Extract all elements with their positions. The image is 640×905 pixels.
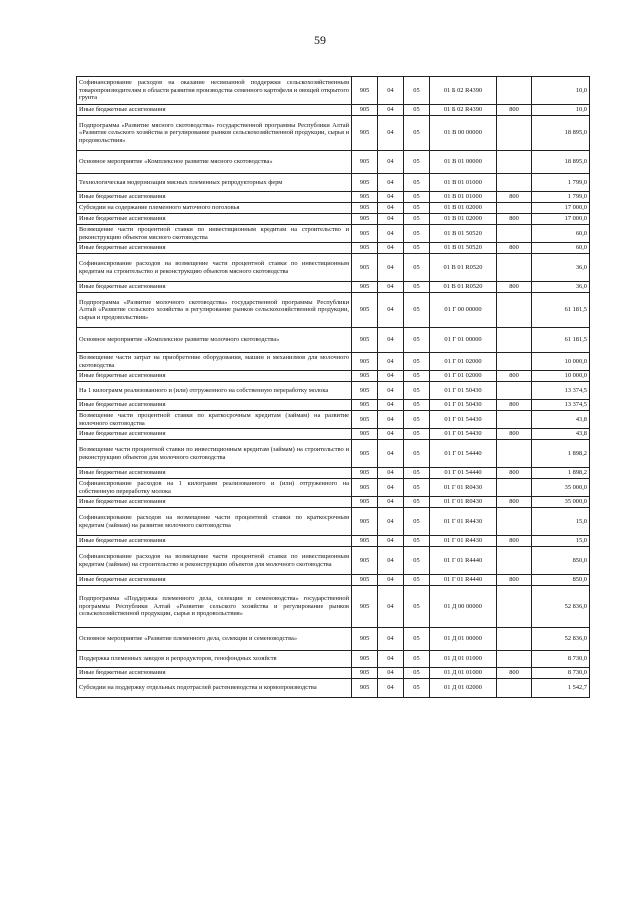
row-section: 04 [378,282,404,293]
table-row [77,293,590,328]
row-name: Иные бюджетные ассигнования [77,214,352,225]
table-row [77,497,590,508]
row-code: 905 [352,243,378,254]
row-name: Подпрограмма «Развитие молочного скотоводства» государственной программы Республики Алтай «Развитие сельского хозяйства и регулирование рынков сельскохозяйственной продукции, сырья и продовольствия» [77,293,352,328]
row-name: Иные бюджетные ассигнования [77,429,352,440]
row-code: 905 [352,536,378,547]
table-row [77,411,590,429]
row-code: 905 [352,628,378,651]
row-target-item: 01 Б 02 R4390 [430,77,497,105]
row-amount: 10,0 [532,77,590,105]
row-name: Иные бюджетные ассигнования [77,400,352,411]
row-name: Иные бюджетные ассигнования [77,243,352,254]
row-subsection: 05 [404,440,430,468]
row-expense-type: 800 [497,105,532,116]
row-subsection: 05 [404,479,430,497]
row-code: 905 [352,105,378,116]
row-code: 905 [352,282,378,293]
row-expense-type [497,411,532,429]
row-section: 04 [378,586,404,628]
row-subsection: 05 [404,508,430,536]
row-subsection: 05 [404,353,430,371]
row-section: 04 [378,547,404,575]
row-subsection: 05 [404,497,430,508]
row-expense-type [497,628,532,651]
row-code: 905 [352,203,378,214]
row-code: 905 [352,174,378,192]
row-code: 905 [352,400,378,411]
row-target-item: 01 Г 01 02000 [430,353,497,371]
row-amount: 61 181,5 [532,293,590,328]
row-target-item: 01 Г 01 R0430 [430,497,497,508]
row-subsection: 05 [404,203,430,214]
row-expense-type [497,586,532,628]
row-amount: 36,0 [532,254,590,282]
table-row [77,116,590,151]
row-amount: 36,0 [532,282,590,293]
row-target-item: 01 В 01 R0520 [430,254,497,282]
row-code: 905 [352,468,378,479]
table-row [77,243,590,254]
row-section: 04 [378,468,404,479]
row-amount: 850,0 [532,547,590,575]
row-code: 905 [352,254,378,282]
row-subsection: 05 [404,105,430,116]
row-amount: 61 181,5 [532,328,590,353]
row-subsection: 05 [404,382,430,400]
table-row [77,628,590,651]
row-subsection: 05 [404,411,430,429]
table-row [77,382,590,400]
row-code: 905 [352,679,378,698]
row-target-item: 01 В 01 00000 [430,151,497,174]
row-subsection: 05 [404,293,430,328]
table-row [77,440,590,468]
row-name: Софинансирование расходов на возмещение части процентной ставки по инвестиционным кредитам (займам) на строительство и реконструкцию объектов для молочного скотоводства [77,547,352,575]
row-subsection: 05 [404,116,430,151]
row-subsection: 05 [404,225,430,243]
row-name: Софинансирование расходов на оказание несвязанной поддержки сельскохозяйственным товаропроизводителям в области развития производства семенного картофеля и овощей открытого грунта [77,77,352,105]
row-amount: 60,0 [532,243,590,254]
row-name: Иные бюджетные ассигнования [77,668,352,679]
row-amount: 10,0 [532,105,590,116]
row-expense-type [497,151,532,174]
row-expense-type [497,116,532,151]
row-amount: 52 836,0 [532,628,590,651]
row-target-item: 01 Г 01 02000 [430,371,497,382]
row-code: 905 [352,225,378,243]
row-code: 905 [352,77,378,105]
row-code: 905 [352,547,378,575]
row-subsection: 05 [404,536,430,547]
row-name: Софинансирование расходов на возмещение части процентной ставки по краткосрочным кредитам (займам) на развитие молочного скотоводства [77,508,352,536]
row-subsection: 05 [404,651,430,668]
row-section: 04 [378,192,404,203]
row-name: Основное мероприятие «Развитие племенного дела, селекции и семеноводства» [77,628,352,651]
row-section: 04 [378,371,404,382]
row-section: 04 [378,116,404,151]
row-target-item: 01 Г 00 00000 [430,293,497,328]
row-amount: 43,8 [532,429,590,440]
row-target-item: 01 Г 01 54440 [430,468,497,479]
row-expense-type: 800 [497,282,532,293]
row-subsection: 05 [404,174,430,192]
row-target-item: 01 Д 00 00000 [430,586,497,628]
row-name: Иные бюджетные ассигнования [77,536,352,547]
row-subsection: 05 [404,77,430,105]
row-expense-type [497,440,532,468]
row-subsection: 05 [404,468,430,479]
row-code: 905 [352,508,378,536]
row-expense-type [497,547,532,575]
row-section: 04 [378,254,404,282]
table-row [77,429,590,440]
row-expense-type [497,508,532,536]
row-section: 04 [378,243,404,254]
table-row [77,371,590,382]
row-subsection: 05 [404,586,430,628]
row-expense-type: 800 [497,668,532,679]
row-amount: 1 799,0 [532,192,590,203]
row-amount: 15,0 [532,536,590,547]
row-name: Иные бюджетные ассигнования [77,282,352,293]
row-section: 04 [378,214,404,225]
row-section: 04 [378,508,404,536]
row-target-item: 01 Г 01 54430 [430,411,497,429]
row-section: 04 [378,400,404,411]
row-subsection: 05 [404,628,430,651]
row-section: 04 [378,353,404,371]
row-target-item: 01 Г 01 00000 [430,328,497,353]
row-code: 905 [352,293,378,328]
row-expense-type [497,174,532,192]
row-target-item: 01 Д 01 01000 [430,668,497,679]
row-target-item: 01 В 01 01000 [430,192,497,203]
row-name: Подпрограмма «Развитие мясного скотоводства» государственной программы Республики Алтай «Развитие сельского хозяйства и регулирование рынков сельскохозяйственной продукции, сырья и продовольствия» [77,116,352,151]
table-row [77,225,590,243]
row-code: 905 [352,214,378,225]
row-section: 04 [378,651,404,668]
row-amount: 8 730,0 [532,651,590,668]
row-amount: 1 542,7 [532,679,590,698]
row-section: 04 [378,575,404,586]
row-expense-type [497,382,532,400]
row-target-item: 01 Г 01 50430 [430,400,497,411]
row-expense-type: 800 [497,192,532,203]
row-expense-type [497,254,532,282]
row-amount: 17 000,0 [532,214,590,225]
table-row [77,151,590,174]
row-name: Возмещение части процентной ставки по инвестиционным кредитам на строительство и реконструкцию объектов мясного скотоводства [77,225,352,243]
row-expense-type [497,293,532,328]
row-target-item: 01 Г 01 R4440 [430,547,497,575]
page-number: 59 [314,33,326,47]
row-name: Основное мероприятие «Комплексное развитие мясного скотоводства» [77,151,352,174]
row-target-item: 01 Г 01 R4440 [430,575,497,586]
table-row [77,508,590,536]
row-amount: 10 000,0 [532,371,590,382]
row-expense-type [497,651,532,668]
row-code: 905 [352,371,378,382]
table-row [77,547,590,575]
row-name: Субсидии на содержание племенного маточного поголовья [77,203,352,214]
row-subsection: 05 [404,214,430,225]
row-target-item: 01 В 01 50520 [430,225,497,243]
row-section: 04 [378,328,404,353]
row-expense-type [497,679,532,698]
row-amount: 850,0 [532,575,590,586]
row-amount: 1 898,2 [532,468,590,479]
row-section: 04 [378,679,404,698]
row-expense-type: 800 [497,400,532,411]
row-section: 04 [378,536,404,547]
row-name: Иные бюджетные ассигнования [77,192,352,203]
row-expense-type [497,328,532,353]
row-target-item: 01 В 01 50520 [430,243,497,254]
row-subsection: 05 [404,243,430,254]
row-amount: 60,0 [532,225,590,243]
row-expense-type: 800 [497,575,532,586]
row-code: 905 [352,116,378,151]
row-code: 905 [352,440,378,468]
table-row [77,77,590,105]
table-row [77,536,590,547]
row-name: Софинансирование расходов на возмещение части процентной ставки по инвестиционным кредитам на строительство и реконструкцию объектов мясного скотоводства [77,254,352,282]
row-expense-type: 800 [497,371,532,382]
table-row [77,174,590,192]
row-expense-type [497,353,532,371]
table-body [77,77,590,698]
table-row [77,668,590,679]
row-section: 04 [378,411,404,429]
row-code: 905 [352,328,378,353]
row-code: 905 [352,192,378,203]
row-section: 04 [378,382,404,400]
row-name: Иные бюджетные ассигнования [77,575,352,586]
row-name: Возмещение части процентной ставки по инвестиционным кредитам (займам) на строительство и реконструкцию объектов для молочного скотоводства [77,440,352,468]
row-section: 04 [378,628,404,651]
table-row [77,651,590,668]
table-row [77,214,590,225]
row-subsection: 05 [404,328,430,353]
row-name: Субсидии на поддержку отдельных подотраслей растениеводства и кормопроизводства [77,679,352,698]
row-name: Подпрограмма «Поддержка племенного дела, селекции и семеноводства» государственной программы Республики Алтай «Развитие сельского хозяйства и регулирование рынков сельскохозяйственной продукции, сырья и продовольствия» [77,586,352,628]
row-code: 905 [352,429,378,440]
row-name: Возмещение части процентной ставки по краткосрочным кредитам (займам) на развитие молочного скотоводства [77,411,352,429]
row-code: 905 [352,668,378,679]
table-row [77,254,590,282]
row-section: 04 [378,293,404,328]
row-target-item: 01 Д 01 00000 [430,628,497,651]
budget-table [76,76,590,698]
row-target-item: 01 В 01 R0520 [430,282,497,293]
row-expense-type: 800 [497,429,532,440]
row-target-item: 01 В 01 01000 [430,174,497,192]
row-name: Иные бюджетные ассигнования [77,105,352,116]
row-subsection: 05 [404,547,430,575]
row-name: Технологическая модернизация мясных племенных репродукторных ферм [77,174,352,192]
row-section: 04 [378,77,404,105]
row-section: 04 [378,429,404,440]
row-subsection: 05 [404,679,430,698]
row-section: 04 [378,497,404,508]
row-amount: 35 000,0 [532,497,590,508]
table-row [77,575,590,586]
row-amount: 43,8 [532,411,590,429]
row-target-item: 01 Д 01 01000 [430,651,497,668]
row-expense-type [497,203,532,214]
row-section: 04 [378,203,404,214]
row-name: Иные бюджетные ассигнования [77,497,352,508]
table-row [77,353,590,371]
row-target-item: 01 Г 01 54430 [430,429,497,440]
row-expense-type: 800 [497,536,532,547]
row-expense-type [497,479,532,497]
row-target-item: 01 Г 01 R4430 [430,508,497,536]
row-section: 04 [378,225,404,243]
row-target-item: 01 Г 01 R4430 [430,536,497,547]
row-amount: 15,0 [532,508,590,536]
row-subsection: 05 [404,668,430,679]
row-amount: 18 895,0 [532,116,590,151]
row-target-item: 01 В 01 02000 [430,203,497,214]
row-amount: 13 374,5 [532,382,590,400]
table-row [77,679,590,698]
row-amount: 35 000,0 [532,479,590,497]
row-section: 04 [378,151,404,174]
row-section: 04 [378,174,404,192]
row-subsection: 05 [404,575,430,586]
table-row [77,282,590,293]
row-section: 04 [378,479,404,497]
row-target-item: 01 В 01 02000 [430,214,497,225]
row-target-item: 01 Г 01 54440 [430,440,497,468]
row-target-item: 01 Г 01 50430 [430,382,497,400]
row-expense-type [497,225,532,243]
row-code: 905 [352,151,378,174]
row-subsection: 05 [404,282,430,293]
row-expense-type: 800 [497,497,532,508]
row-target-item: 01 Д 01 02000 [430,679,497,698]
row-subsection: 05 [404,400,430,411]
row-subsection: 05 [404,371,430,382]
row-amount: 10 000,0 [532,353,590,371]
row-expense-type: 800 [497,243,532,254]
row-subsection: 05 [404,151,430,174]
row-name: Возмещение части затрат на приобретение оборудования, машин и механизмов для молочного скотоводства [77,353,352,371]
row-amount: 13 374,5 [532,400,590,411]
table-row [77,203,590,214]
row-code: 905 [352,411,378,429]
row-expense-type: 800 [497,468,532,479]
row-amount: 18 895,0 [532,151,590,174]
row-code: 905 [352,651,378,668]
row-name: Софинансирование расходов на 1 килограмм реализованного и (или) отгруженного на собственную переработку молока [77,479,352,497]
row-target-item: 01 Г 01 R0430 [430,479,497,497]
row-target-item: 01 Б 02 R4390 [430,105,497,116]
row-amount: 1 799,0 [532,174,590,192]
row-name: Иные бюджетные ассигнования [77,371,352,382]
table-row [77,328,590,353]
row-amount: 1 898,2 [532,440,590,468]
row-code: 905 [352,382,378,400]
row-code: 905 [352,575,378,586]
row-code: 905 [352,497,378,508]
row-subsection: 05 [404,254,430,282]
row-name: Поддержка племенных заводов и репродукторов, генофондных хозяйств [77,651,352,668]
row-code: 905 [352,353,378,371]
row-expense-type: 800 [497,214,532,225]
row-amount: 52 836,0 [532,586,590,628]
row-subsection: 05 [404,429,430,440]
table-row [77,400,590,411]
row-section: 04 [378,105,404,116]
table-row [77,479,590,497]
row-code: 905 [352,479,378,497]
row-name: Основное мероприятие «Комплексное развитие молочного скотоводства» [77,328,352,353]
row-amount: 17 000,0 [532,203,590,214]
table-row [77,105,590,116]
table-row [77,468,590,479]
row-expense-type [497,77,532,105]
row-target-item: 01 В 00 00000 [430,116,497,151]
table-row [77,586,590,628]
row-section: 04 [378,440,404,468]
row-section: 04 [378,668,404,679]
table-row [77,192,590,203]
row-subsection: 05 [404,192,430,203]
row-amount: 8 730,0 [532,668,590,679]
row-code: 905 [352,586,378,628]
row-name: На 1 килограмм реализованного и (или) отгруженного на собственную переработку молока [77,382,352,400]
row-name: Иные бюджетные ассигнования [77,468,352,479]
